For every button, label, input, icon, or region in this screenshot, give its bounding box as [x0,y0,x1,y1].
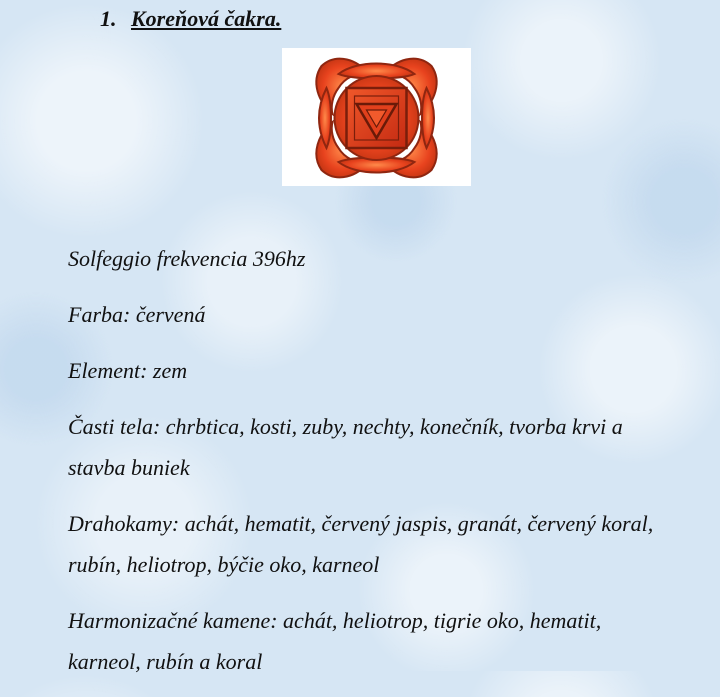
drahokamy-line: Drahokamy: achát, hematit, červený jaspis, granát, červený koral, rubín, heliotrop, býčie oko, karneol [68,511,654,577]
chakra-description [68,238,668,697]
element-line: Element: zem [68,358,188,383]
root-chakra-symbol-icon [282,48,471,186]
harmonizacne-kamene-line: Harmonizačné kamene: achát, heliotrop, tigrie oko, hematit, karneol, rubín a koral [68,608,602,674]
section-heading [100,6,281,32]
solfeggio-line: Solfeggio frekvencia 396hz [68,246,306,271]
root-chakra-image [282,48,471,186]
casti-tela-line: Časti tela: chrbtica, kosti, zuby, nechty, konečník, tvorba krvi a stavba buniek [68,414,623,480]
farba-line: Farba: červená [68,302,206,327]
heading-title: Koreňová čakra. [131,6,282,31]
heading-number: 1. [100,6,117,31]
